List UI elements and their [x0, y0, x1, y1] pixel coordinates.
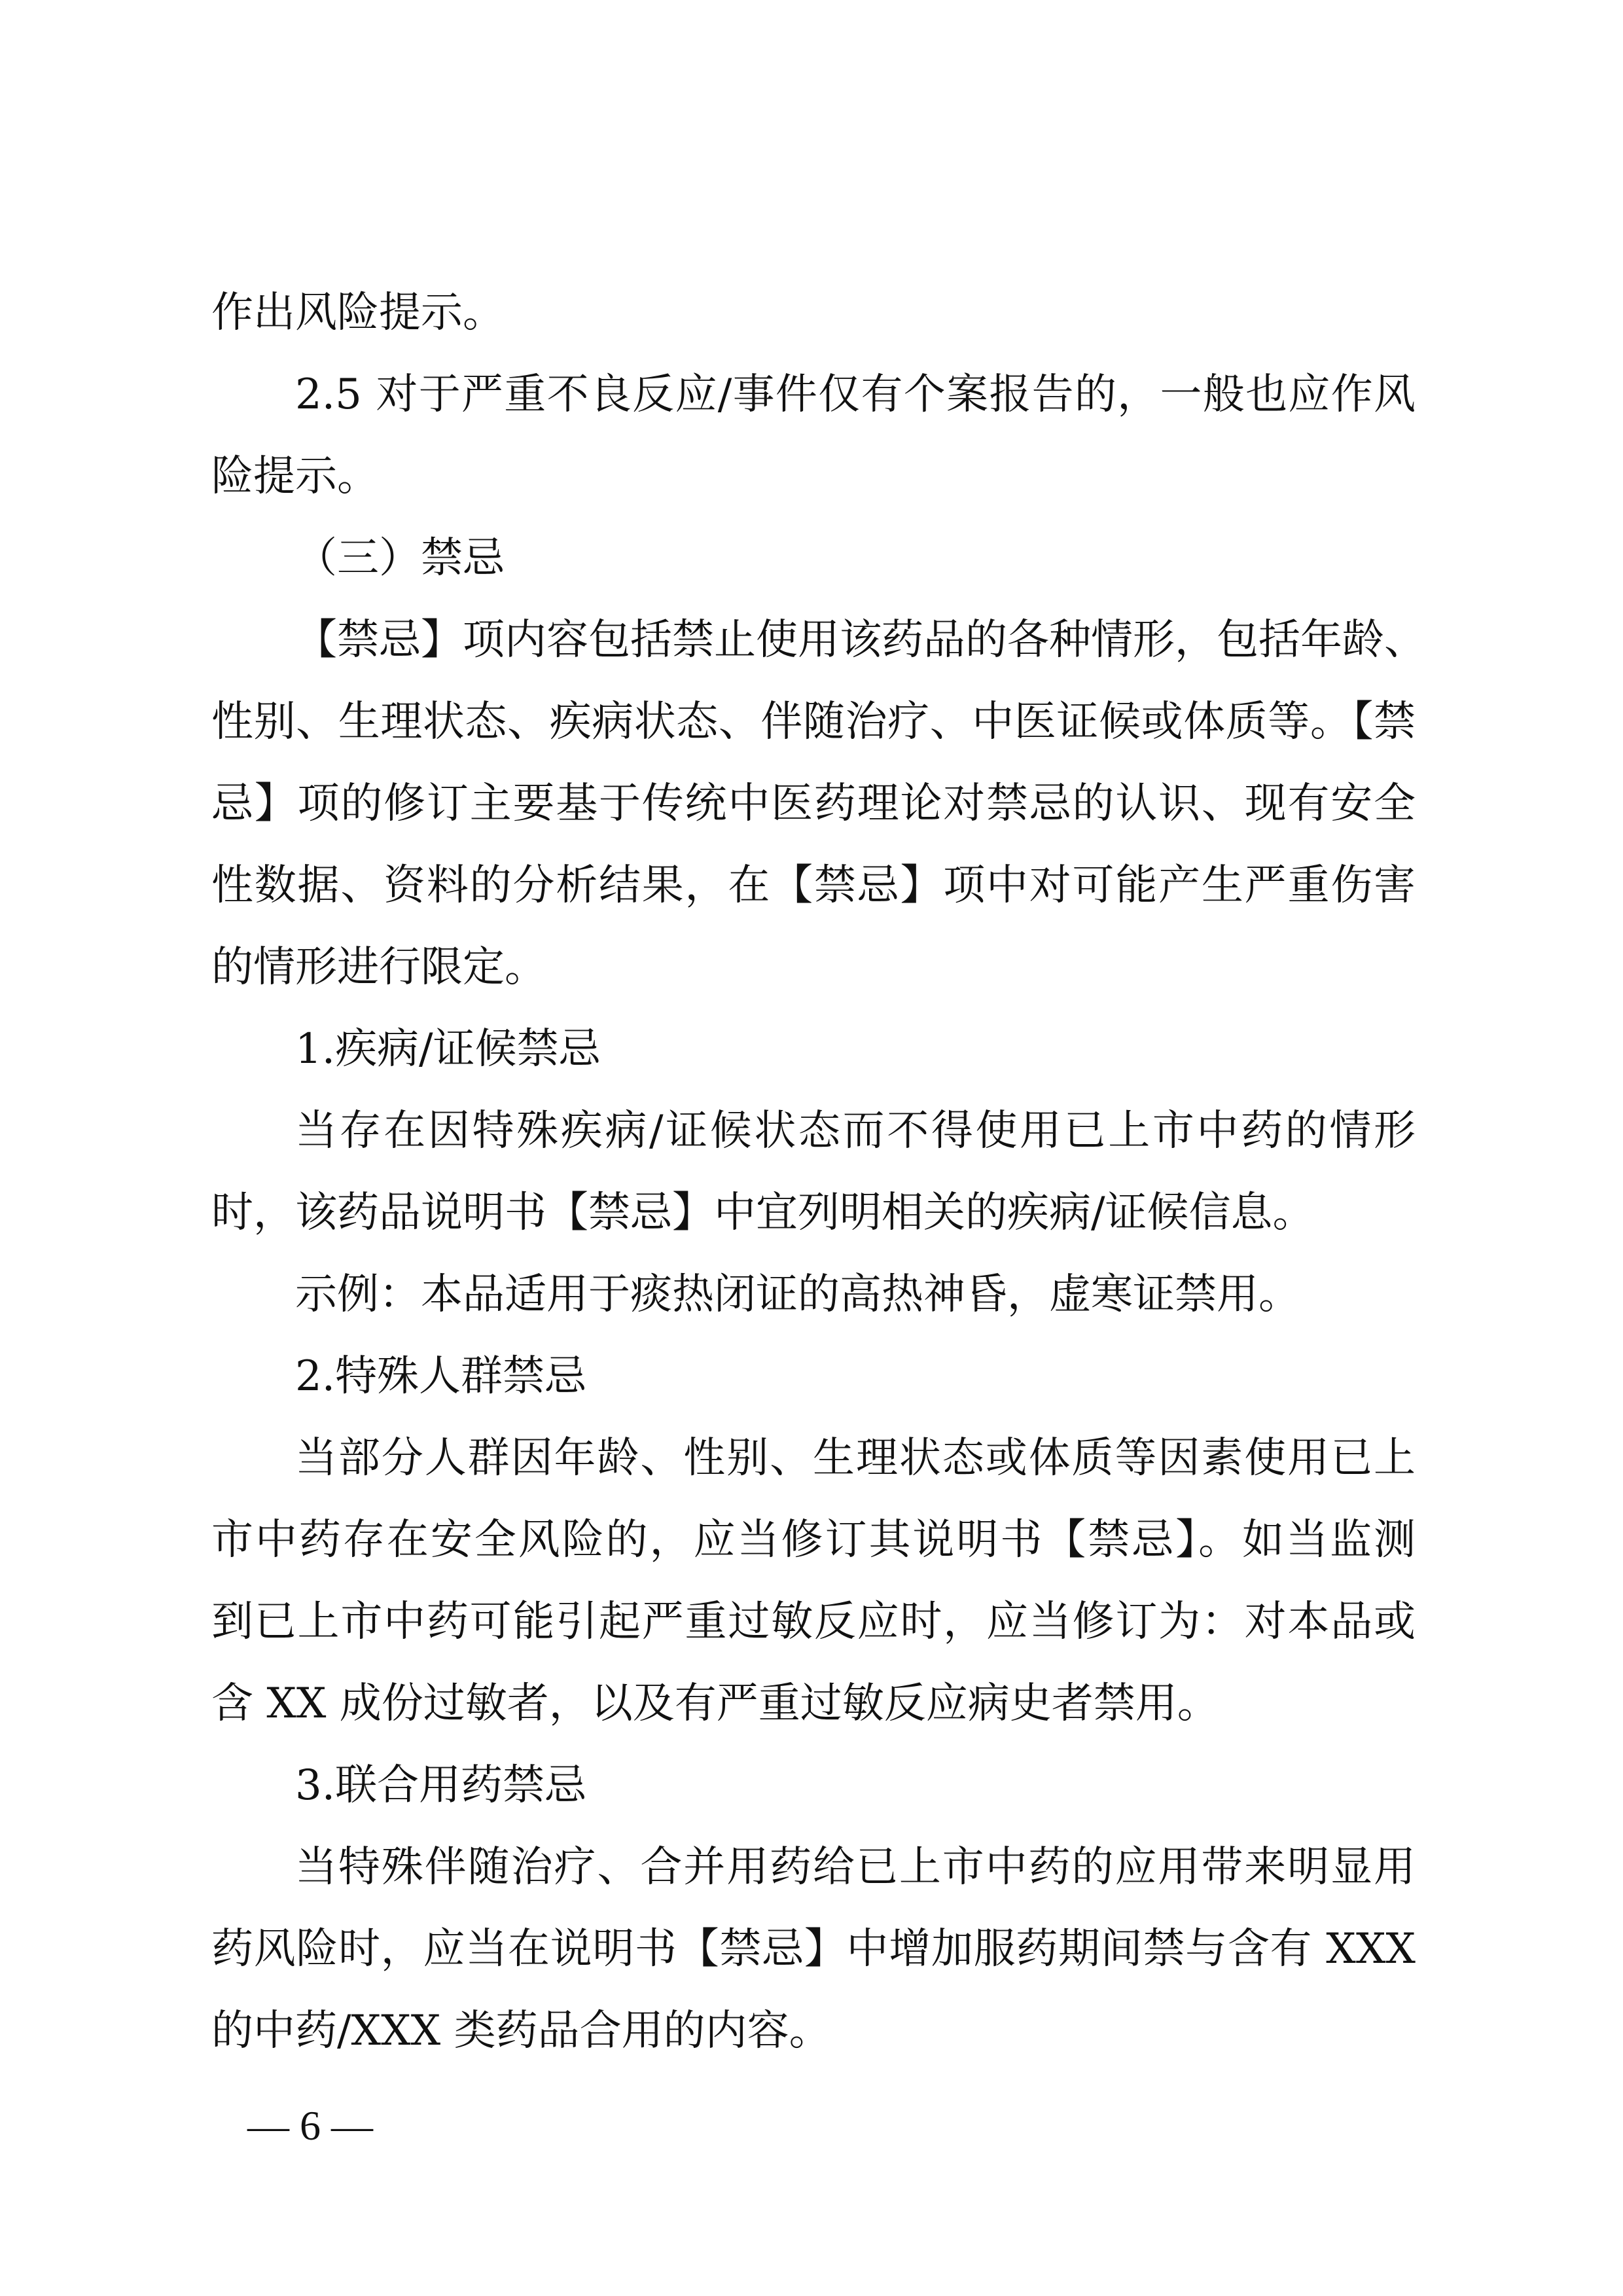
body-text-line: 性数据、资料的分析结果，在【禁忌】项中对可能产生严重伤害: [211, 861, 1416, 910]
subsection-heading: 1.疾病/证候禁忌: [295, 1025, 601, 1073]
body-text-line: 忌】项的修订主要基于传统中医药理论对禁忌的认识、现有安全: [211, 780, 1416, 828]
body-text-line: 作出风险提示。: [211, 289, 505, 337]
body-text-line: 2.5 对于严重不良反应/事件仅有个案报告的，一般也应作风: [295, 370, 1416, 419]
body-text-line: 当特殊伴随治疗、合并用药给已上市中药的应用带来明显用: [295, 1843, 1416, 1892]
body-text-line: 市中药存在安全风险的，应当修订其说明书【禁忌】。如当监测: [211, 1516, 1416, 1564]
example-text-line: 示例：本品适用于痰热闭证的高热神昏，虚寒证禁用。: [295, 1270, 1300, 1319]
body-text-line: 药风险时，应当在说明书【禁忌】中增加服药期间禁与含有 XXX: [211, 1925, 1416, 1973]
body-text-line: 性别、生理状态、疾病状态、伴随治疗、中医证候或体质等。【禁: [211, 698, 1416, 746]
body-text-line: 当部分人群因年龄、性别、生理状态或体质等因素使用已上: [295, 1434, 1416, 1482]
body-text-line: 的情形进行限定。: [211, 943, 546, 992]
page-number: — 6 —: [247, 2102, 373, 2149]
body-text-line: 当存在因特殊疾病/证候状态而不得使用已上市中药的情形: [295, 1107, 1416, 1155]
subsection-heading: 2.特殊人群禁忌: [295, 1352, 587, 1401]
body-text-line: 的中药/XXX 类药品合用的内容。: [211, 2007, 831, 2055]
body-text-line: 时，该药品说明书【禁忌】中宜列明相关的疾病/证候信息。: [211, 1189, 1315, 1237]
body-text-line: 含 XX 成份过敏者，以及有严重过敏反应病史者禁用。: [211, 1679, 1219, 1728]
body-text-line: 【禁忌】项内容包括禁止使用该药品的各种情形，包括年龄、: [295, 616, 1426, 664]
body-text-line: 险提示。: [211, 452, 379, 501]
subsection-heading: 3.联合用药禁忌: [295, 1761, 587, 1810]
body-text-line: 到已上市中药可能引起严重过敏反应时，应当修订为：对本品或: [211, 1598, 1416, 1646]
section-heading: （三）禁忌: [295, 534, 505, 583]
